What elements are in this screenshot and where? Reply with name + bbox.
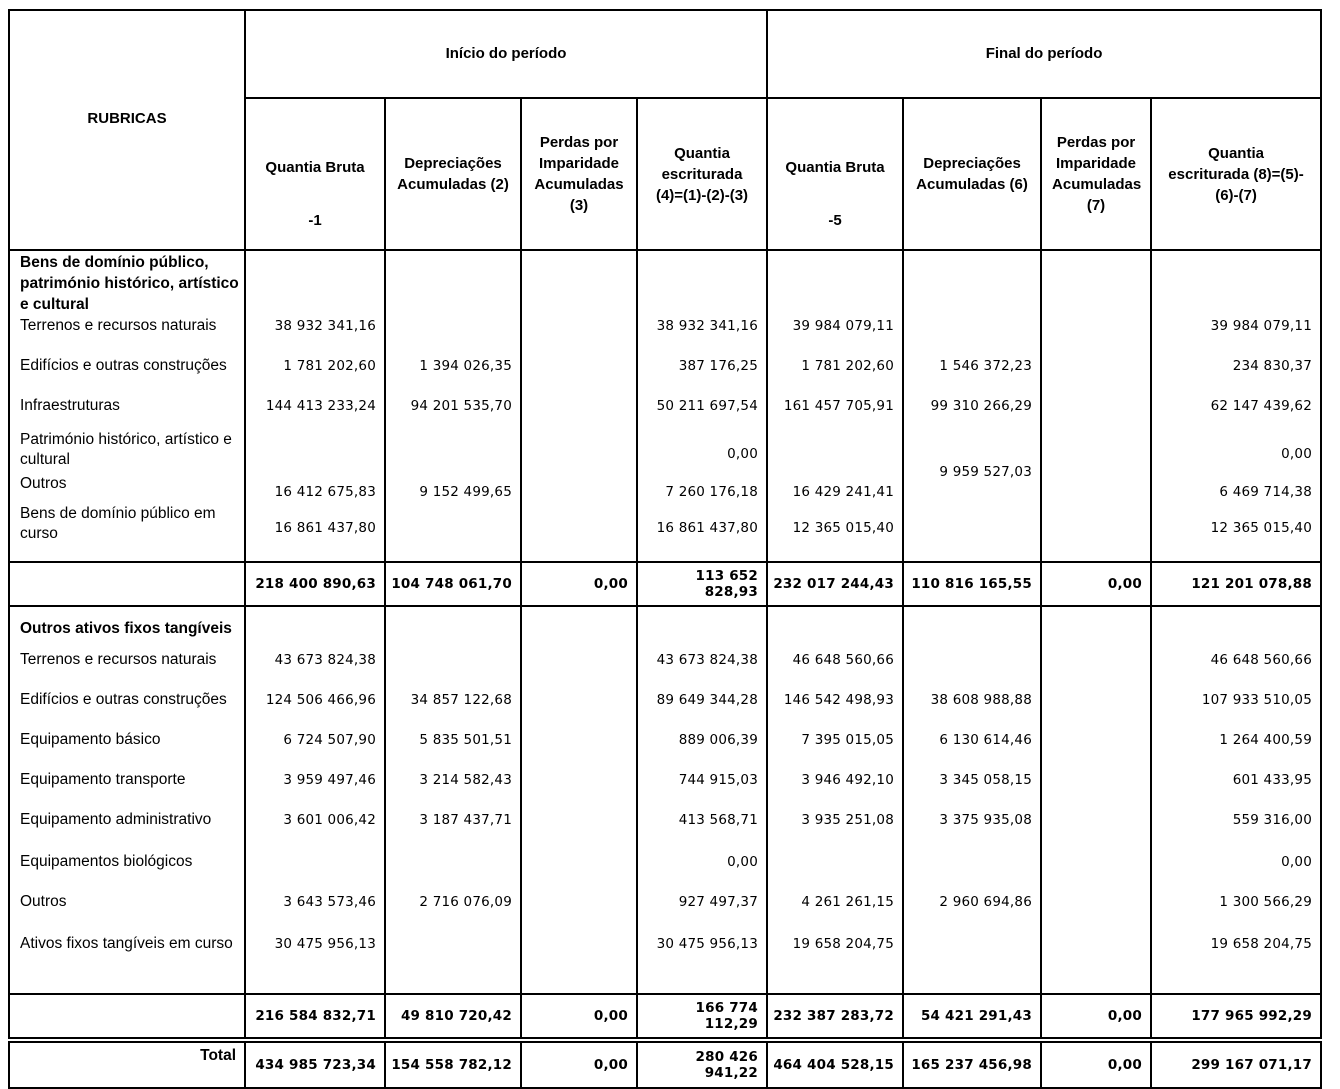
total-cell-carrying-start: 113 652 828,93 xyxy=(637,562,767,606)
cell-carrying-start: 889 006,39 xyxy=(637,730,767,770)
col-header-carrying-end: Quantia escriturada (8)=(5)-(6)-(7) xyxy=(1151,98,1321,250)
table-row xyxy=(9,650,1321,690)
period-end-header: Final do período xyxy=(767,10,1321,98)
table-row xyxy=(9,730,1321,770)
row-label: Infraestruturas xyxy=(9,396,245,430)
total-cell-carrying-end: 299 167 071,17 xyxy=(1151,1042,1321,1088)
asset-table-container xyxy=(8,9,1322,1089)
subtotal-label xyxy=(9,562,245,606)
table-row xyxy=(9,892,1321,932)
col-header-imp-end: Perdas por Imparidade Acumuladas (7) xyxy=(1041,98,1151,250)
table-row xyxy=(9,356,1321,396)
rubricas-header: RUBRICAS xyxy=(9,10,245,250)
total-cell-imp-start: 0,00 xyxy=(521,562,637,606)
cell-imp-end xyxy=(1041,316,1151,356)
cell-gross-end: 46 648 560,66 xyxy=(767,650,903,690)
col-header-carrying-start: Quantia escriturada (4)=(1)-(2)-(3) xyxy=(637,98,767,250)
total-cell-gross-start: 434 985 723,34 xyxy=(245,1042,385,1088)
cell-carrying-start: 16 861 437,80 xyxy=(637,504,767,562)
total-cell-gross-end: 464 404 528,15 xyxy=(767,1042,903,1088)
cell-gross-start xyxy=(245,850,385,892)
cell-depr-start: 3 187 437,71 xyxy=(385,810,521,850)
cell-carrying-start: 744 915,03 xyxy=(637,770,767,810)
total-cell-carrying-end: 121 201 078,88 xyxy=(1151,562,1321,606)
total-label: Total xyxy=(9,1042,245,1088)
cell-carrying-end: 19 658 204,75 xyxy=(1151,932,1321,994)
col-header-gross-end xyxy=(767,98,903,250)
cell-gross-end: 16 429 241,41 xyxy=(767,474,903,504)
cell-carrying-end: 559 316,00 xyxy=(1151,810,1321,850)
cell-gross-start: 30 475 956,13 xyxy=(245,932,385,994)
cell-imp-start xyxy=(521,770,637,810)
row-label: Equipamento básico xyxy=(9,730,245,770)
cell-gross-end: 3 935 251,08 xyxy=(767,810,903,850)
cell-gross-start: 124 506 466,96 xyxy=(245,690,385,730)
cell-gross-end xyxy=(767,430,903,474)
cell-carrying-start: 50 211 697,54 xyxy=(637,396,767,430)
section-title-row xyxy=(9,606,1321,650)
table-row xyxy=(9,430,1321,474)
col-header-gross-start-label: Quantia Bruta xyxy=(265,159,365,176)
cell-gross-start: 16 861 437,80 xyxy=(245,504,385,562)
cell-gross-start: 38 932 341,16 xyxy=(245,316,385,356)
cell-depr-start: 34 857 122,68 xyxy=(385,690,521,730)
cell-imp-end xyxy=(1041,850,1151,892)
cell-depr-end: 3 375 935,08 xyxy=(903,810,1041,850)
cell-imp-end xyxy=(1041,650,1151,690)
cell-imp-start xyxy=(521,504,637,562)
total-cell-carrying-start: 166 774 112,29 xyxy=(637,994,767,1038)
total-cell-depr-start: 154 558 782,12 xyxy=(385,1042,521,1088)
cell-imp-start xyxy=(521,810,637,850)
period-start-header: Início do período xyxy=(245,10,767,98)
cell-imp-start xyxy=(521,932,637,994)
total-cell-carrying-start: 280 426 941,22 xyxy=(637,1042,767,1088)
cell-carrying-start: 387 176,25 xyxy=(637,356,767,396)
cell-depr-start: 5 835 501,51 xyxy=(385,730,521,770)
col-header-imp-start: Perdas por Imparidade Acumuladas (3) xyxy=(521,98,637,250)
cell-carrying-start: 7 260 176,18 xyxy=(637,474,767,504)
cell-carrying-start: 927 497,37 xyxy=(637,892,767,932)
cell-depr-start xyxy=(385,430,521,474)
row-label: Equipamento administrativo xyxy=(9,810,245,850)
total-cell-imp-start: 0,00 xyxy=(521,994,637,1038)
col-header-gross-end-label: Quantia Bruta xyxy=(785,159,885,176)
total-cell-gross-start: 218 400 890,63 xyxy=(245,562,385,606)
cell-depr-end: 2 960 694,86 xyxy=(903,892,1041,932)
table-row xyxy=(9,474,1321,504)
table-row xyxy=(9,932,1321,994)
header-row-periods xyxy=(9,10,1321,98)
cell-depr-end xyxy=(903,316,1041,356)
cell-gross-end: 4 261 261,15 xyxy=(767,892,903,932)
cell-imp-start xyxy=(521,316,637,356)
total-cell-depr-end: 110 816 165,55 xyxy=(903,562,1041,606)
cell-imp-end xyxy=(1041,932,1151,994)
row-label: Terrenos e recursos naturais xyxy=(9,650,245,690)
cell-carrying-start: 413 568,71 xyxy=(637,810,767,850)
cell-carrying-end: 39 984 079,11 xyxy=(1151,316,1321,356)
cell-depr-start xyxy=(385,316,521,356)
table-row xyxy=(9,770,1321,810)
row-label: Edifícios e outras construções xyxy=(9,690,245,730)
total-cell-gross-end: 232 017 244,43 xyxy=(767,562,903,606)
cell-imp-end xyxy=(1041,810,1151,850)
cell-depr-end xyxy=(903,504,1041,562)
col-header-gross-end-num: -5 xyxy=(828,212,842,229)
total-cell-imp-end: 0,00 xyxy=(1041,994,1151,1038)
total-cell-depr-end: 54 421 291,43 xyxy=(903,994,1041,1038)
cell-depr-start: 2 716 076,09 xyxy=(385,892,521,932)
total-cell-gross-end: 232 387 283,72 xyxy=(767,994,903,1038)
cell-carrying-start: 0,00 xyxy=(637,850,767,892)
total-cell-depr-end: 165 237 456,98 xyxy=(903,1042,1041,1088)
cell-imp-start xyxy=(521,850,637,892)
section1-title: Bens de domínio público, património histórico, artístico e cultural xyxy=(9,250,245,316)
table-row xyxy=(9,316,1321,356)
cell-gross-end: 1 781 202,60 xyxy=(767,356,903,396)
cell-imp-end xyxy=(1041,430,1151,474)
cell-gross-end: 7 395 015,05 xyxy=(767,730,903,770)
total-cell-imp-start: 0,00 xyxy=(521,1042,637,1088)
cell-gross-end: 19 658 204,75 xyxy=(767,932,903,994)
cell-imp-end xyxy=(1041,474,1151,504)
cell-carrying-end: 234 830,37 xyxy=(1151,356,1321,396)
cell-depr-end: 38 608 988,88 xyxy=(903,690,1041,730)
cell-gross-start: 3 601 006,42 xyxy=(245,810,385,850)
table-row xyxy=(9,690,1321,730)
cell-imp-start xyxy=(521,690,637,730)
total-cell-imp-end: 0,00 xyxy=(1041,1042,1151,1088)
cell-gross-end: 161 457 705,91 xyxy=(767,396,903,430)
total-cell-depr-start: 49 810 720,42 xyxy=(385,994,521,1038)
section-title-row xyxy=(9,250,1321,316)
section2-title: Outros ativos fixos tangíveis xyxy=(9,606,245,650)
cell-gross-end: 146 542 498,93 xyxy=(767,690,903,730)
cell-gross-end xyxy=(767,850,903,892)
cell-depr-end: 9 959 527,03 xyxy=(903,464,1041,494)
row-label: Ativos fixos tangíveis em curso xyxy=(9,932,245,994)
cell-depr-end: 99 310 266,29 xyxy=(903,396,1041,430)
cell-imp-end xyxy=(1041,770,1151,810)
cell-gross-start: 1 781 202,60 xyxy=(245,356,385,396)
cell-depr-end xyxy=(903,850,1041,892)
row-label: Património histórico, artístico e cultural xyxy=(9,430,245,474)
cell-imp-end xyxy=(1041,690,1151,730)
total-cell-depr-start: 104 748 061,70 xyxy=(385,562,521,606)
cell-depr-start xyxy=(385,650,521,690)
col-header-depr-end: Depreciações Acumuladas (6) xyxy=(903,98,1041,250)
cell-gross-start: 3 643 573,46 xyxy=(245,892,385,932)
cell-gross-end: 3 946 492,10 xyxy=(767,770,903,810)
cell-imp-end xyxy=(1041,356,1151,396)
cell-carrying-end: 1 264 400,59 xyxy=(1151,730,1321,770)
cell-carrying-end: 0,00 xyxy=(1151,850,1321,892)
total-row xyxy=(9,1042,1321,1088)
cell-carrying-start: 30 475 956,13 xyxy=(637,932,767,994)
cell-depr-start: 1 394 026,35 xyxy=(385,356,521,396)
row-label: Outros xyxy=(9,474,245,504)
table-row xyxy=(9,850,1321,892)
subtotal-label xyxy=(9,994,245,1038)
cell-gross-end: 12 365 015,40 xyxy=(767,504,903,562)
cell-imp-end xyxy=(1041,892,1151,932)
cell-imp-start xyxy=(521,356,637,396)
cell-depr-end: 3 345 058,15 xyxy=(903,770,1041,810)
cell-imp-start xyxy=(521,892,637,932)
cell-carrying-start: 38 932 341,16 xyxy=(637,316,767,356)
fixed-assets-table xyxy=(8,9,1322,251)
cell-carrying-end: 46 648 560,66 xyxy=(1151,650,1321,690)
cell-depr-end: 1 546 372,23 xyxy=(903,356,1041,396)
cell-carrying-start: 43 673 824,38 xyxy=(637,650,767,690)
row-label: Edifícios e outras construções xyxy=(9,356,245,396)
table-row xyxy=(9,396,1321,430)
cell-carrying-end: 6 469 714,38 xyxy=(1151,474,1321,504)
cell-carrying-end: 107 933 510,05 xyxy=(1151,690,1321,730)
cell-depr-end xyxy=(903,650,1041,690)
cell-gross-start: 43 673 824,38 xyxy=(245,650,385,690)
row-label: Bens de domínio público em curso xyxy=(9,504,245,562)
cell-carrying-end: 62 147 439,62 xyxy=(1151,396,1321,430)
section1-table xyxy=(8,250,1322,607)
cell-gross-start: 6 724 507,90 xyxy=(245,730,385,770)
cell-carrying-start: 89 649 344,28 xyxy=(637,690,767,730)
cell-gross-end: 39 984 079,11 xyxy=(767,316,903,356)
col-header-gross-start-num: -1 xyxy=(308,212,322,229)
cell-depr-end: 6 130 614,46 xyxy=(903,730,1041,770)
cell-depr-start xyxy=(385,504,521,562)
table-row xyxy=(9,504,1321,562)
cell-depr-start: 94 201 535,70 xyxy=(385,396,521,430)
cell-imp-start xyxy=(521,730,637,770)
table-row xyxy=(9,810,1321,850)
section2-subtotal-row xyxy=(9,994,1321,1038)
cell-gross-start: 144 413 233,24 xyxy=(245,396,385,430)
cell-depr-start xyxy=(385,850,521,892)
row-label: Outros xyxy=(9,892,245,932)
cell-imp-end xyxy=(1041,504,1151,562)
row-label: Terrenos e recursos naturais xyxy=(9,316,245,356)
cell-imp-end xyxy=(1041,730,1151,770)
cell-carrying-end: 0,00 xyxy=(1151,430,1321,474)
cell-carrying-end: 12 365 015,40 xyxy=(1151,504,1321,562)
cell-imp-start xyxy=(521,430,637,474)
total-cell-gross-start: 216 584 832,71 xyxy=(245,994,385,1038)
row-label: Equipamento transporte xyxy=(9,770,245,810)
total-cell-imp-end: 0,00 xyxy=(1041,562,1151,606)
col-header-gross-start xyxy=(245,98,385,250)
cell-depr-start: 9 152 499,65 xyxy=(385,474,521,504)
total-cell-carrying-end: 177 965 992,29 xyxy=(1151,994,1321,1038)
row-label: Equipamentos biológicos xyxy=(9,850,245,892)
cell-gross-start: 16 412 675,83 xyxy=(245,474,385,504)
section1-subtotal-row xyxy=(9,562,1321,606)
cell-carrying-start: 0,00 xyxy=(637,430,767,474)
cell-imp-end xyxy=(1041,396,1151,430)
cell-gross-start: 3 959 497,46 xyxy=(245,770,385,810)
cell-imp-start xyxy=(521,396,637,430)
cell-depr-start: 3 214 582,43 xyxy=(385,770,521,810)
col-header-depr-start: Depreciações Acumuladas (2) xyxy=(385,98,521,250)
cell-depr-end xyxy=(903,932,1041,994)
section2-table xyxy=(8,606,1322,1039)
cell-imp-start xyxy=(521,474,637,504)
cell-carrying-end: 1 300 566,29 xyxy=(1151,892,1321,932)
cell-depr-start xyxy=(385,932,521,994)
cell-imp-start xyxy=(521,650,637,690)
cell-carrying-end: 601 433,95 xyxy=(1151,770,1321,810)
cell-gross-start xyxy=(245,430,385,474)
